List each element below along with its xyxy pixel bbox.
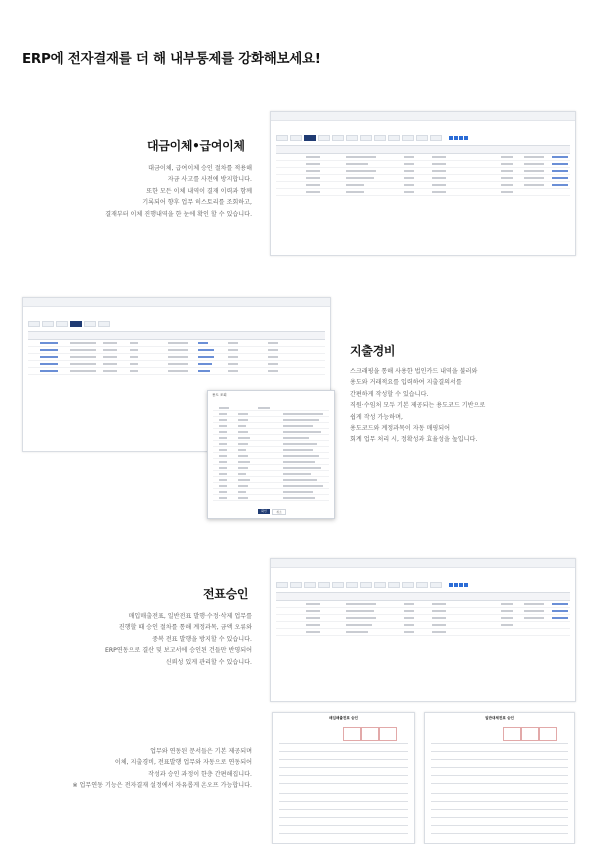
screenshot-table	[276, 592, 570, 636]
desc-line: 자금 사고를 사전에 방지합니다.	[167, 176, 252, 184]
desc-line: 기록되어 향후 업무 히스토리를 조회하고,	[142, 199, 252, 207]
screenshot-filter-bar	[276, 127, 570, 133]
section-desc-docs	[20, 746, 252, 792]
desc-line: 또한 모든 이체 내역이 결재 이력과 함께	[146, 187, 252, 195]
screenshot-filter-bar	[276, 574, 570, 580]
desc-line: 진행할 때 승인 절차를 통해 계정과목, 금액 오류와	[118, 624, 252, 632]
desc-line: 결재부터 이체 진행내역을 한 눈에 확인 할 수 있습니다.	[105, 210, 252, 218]
screenshot-topbar	[23, 298, 330, 307]
screenshot-table	[28, 331, 325, 375]
desc-line: 회계 업무 처리 시, 정확성과 효율성을 높입니다.	[350, 436, 478, 444]
desc-line: 용도코드와 계정과목이 자동 매핑되어	[350, 425, 450, 433]
page-title: ERP에 전자결재를 더 해 내부통제를 강화해보세요!	[22, 51, 321, 67]
section-heading-expense: 지출경비	[350, 344, 396, 358]
screenshot-filter-bar	[28, 313, 325, 319]
section-desc-voucher	[40, 611, 252, 668]
popup-cancel-button[interactable]: 취소	[272, 509, 286, 515]
desc-line: 이체, 지출경비, 전표발행 업무와 자동으로 연동되어	[114, 759, 252, 767]
screenshot-topbar	[271, 559, 575, 568]
transfer-screenshot	[270, 111, 576, 256]
desc-line: 작성과 승인 과정이 한층 간편해집니다.	[148, 770, 252, 778]
desc-line: 중복 전표 발행을 방지할 수 있습니다.	[152, 635, 252, 643]
desc-line: 스크래핑을 통해 사용한 법인카드 내역을 불러와	[350, 368, 478, 375]
section-heading-voucher: 전표승인	[203, 587, 249, 601]
popup-confirm-button[interactable]: 확인	[258, 509, 270, 514]
screenshot-table	[276, 145, 570, 196]
doc-title: 일반대체전표 승인	[484, 716, 515, 720]
desc-line: 업무와 연동된 문서들은 기본 제공되며	[150, 748, 252, 755]
desc-line: 대금이체, 급여이체 승인 절차를 적용해	[148, 165, 252, 172]
desc-line: 간편하게 작성할 수 있습니다.	[350, 390, 429, 398]
desc-line: ERP연동으로 결산 및 보고서에 승인된 건들만 반영되어	[105, 647, 252, 655]
desc-line: 매입매출전표, 일반전표 발행·수정·삭제 업무를	[128, 613, 252, 620]
screenshot-topbar	[271, 112, 575, 121]
voucher-screenshot	[270, 558, 576, 702]
desc-line: 쉽게 작성 가능하며,	[350, 413, 403, 421]
doc-general-voucher-approval	[424, 712, 575, 844]
desc-line: ※ 업무연동 기능은 전자결재 설정에서 자유롭게 온오프 가능합니다.	[72, 782, 252, 790]
desc-line: 직원·수임처 모두 기본 제공되는 용도코드 기반으로	[350, 402, 486, 410]
section-desc-expense	[350, 366, 485, 446]
section-heading-transfer: 대금이체•급여이체	[147, 139, 245, 153]
desc-line: 신뢰성 있게 관리할 수 있습니다.	[165, 658, 252, 666]
doc-sales-voucher-approval	[272, 712, 415, 844]
usage-code-popup	[207, 390, 335, 519]
doc-title: 매입매출전표 승인	[328, 716, 359, 720]
popup-title: 용도 조회	[212, 393, 227, 397]
section-desc-transfer	[40, 163, 252, 220]
desc-line: 용도와 거래적요를 입력하여 지출결의서를	[350, 379, 462, 387]
